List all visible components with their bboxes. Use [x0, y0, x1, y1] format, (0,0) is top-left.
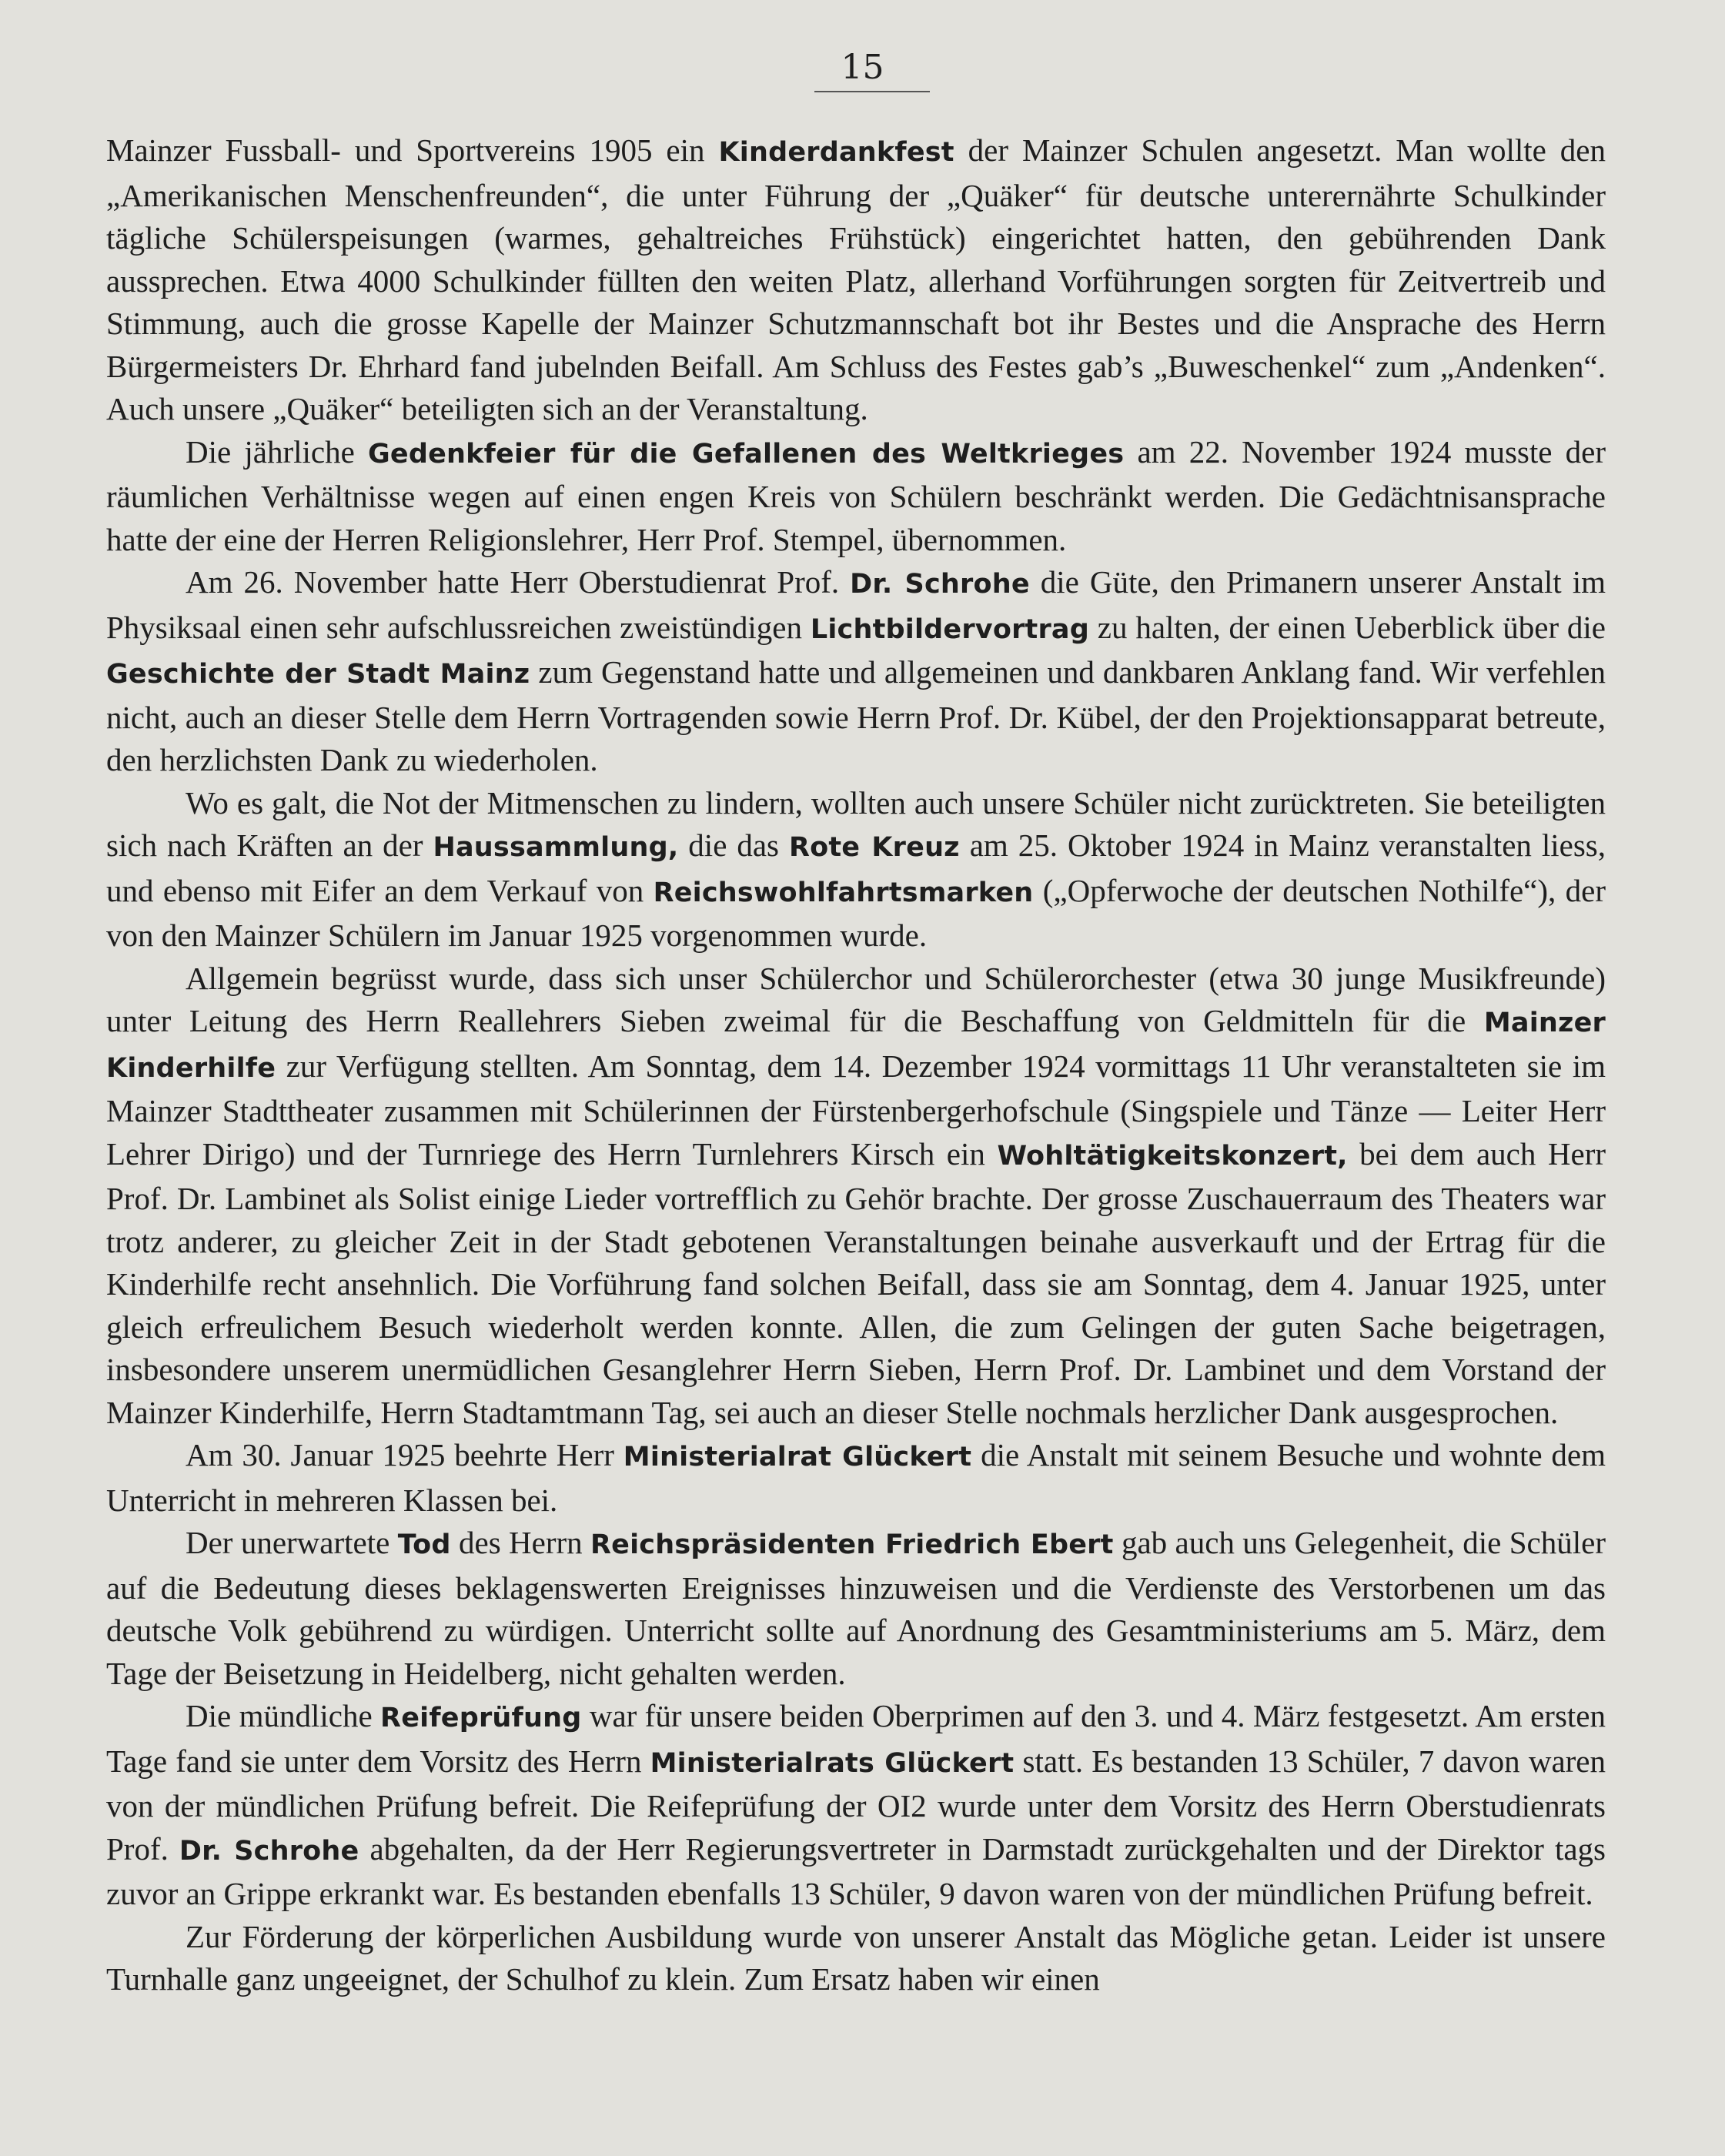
- paragraph-8: [106, 1695, 1606, 1916]
- body-text: [106, 129, 1606, 2001]
- emphasized-text: Geschichte der Stadt Mainz: [106, 659, 530, 690]
- emphasized-text: Dr. Schrohe: [850, 569, 1030, 600]
- text-run: des Herrn: [450, 1525, 590, 1560]
- page-number-rule: [814, 91, 930, 92]
- text-run: abgehalten, da der Herr Regierungsvertreter in Darmstadt zurückgehalten und der Direktor tags zuvor an Grippe erkrankt war. Es bestanden ebenfalls 13 Schüler, 9 davon waren von der mündlichen Prüfung befreit.: [106, 1830, 1606, 1911]
- emphasized-text: Reichspräsidenten Friedrich Ebert: [590, 1529, 1114, 1560]
- emphasized-text: Haussammlung,: [433, 832, 679, 863]
- text-run: Am 30. Januar 1925 beehrte Herr: [186, 1437, 623, 1472]
- text-run: am 25. Oktober 1924 in Mainz veranstalten liess, und ebenso mit Eifer an dem Verkauf von: [106, 827, 1606, 908]
- text-run: Wo es galt, die Not der Mitmenschen zu lindern, wollten auch unsere Schüler nicht zurücktreten. Sie beteiligten sich nach Kräften an der: [106, 784, 1606, 863]
- text-run: („Opferwoche der deutschen Nothilfe“), der von den Mainzer Schülern im Januar 1925 vorgenommen wurde.: [106, 872, 1606, 953]
- text-run: die Anstalt mit seinem Besuche und wohnte dem Unterricht in mehreren Klassen bei.: [106, 1437, 1606, 1518]
- text-run: Mainzer Fussball- und Sportvereins 1905 ein: [106, 132, 719, 168]
- text-run: die das: [678, 827, 789, 863]
- text-run: zu halten, der einen Ueberblick über die: [1089, 609, 1606, 645]
- emphasized-text: Reifeprüfung: [380, 1703, 582, 1733]
- text-run: zum Gegenstand hatte und allgemeinen und dankbaren Anklang fand. Wir verfehlen nicht, auch an dieser Stelle dem Herrn Vortragenden sowie Herrn Prof. Dr. Kübel, der den Projektionsapparat betreute, den herzlichsten Dank zu wiederholen.: [106, 654, 1606, 777]
- emphasized-text: Rote Kreuz: [788, 832, 960, 863]
- text-run: am 22. November 1924 musste der räumlichen Verhältnisse wegen auf einen engen Kreis von Schülern beschränkt werden. Die Gedächtnisansprache hatte der eine der Herren Religionslehrer, Herr Prof. Stempel, übernommen.: [106, 433, 1606, 557]
- emphasized-text: Dr. Schrohe: [179, 1835, 359, 1867]
- paragraph-6: [106, 1434, 1606, 1522]
- emphasized-text: Mainzer Kinderhilfe: [106, 1008, 1606, 1084]
- text-run: Die jährliche: [186, 433, 368, 470]
- paragraph-4: [106, 782, 1606, 958]
- text-run: zur Verfügung stellten. Am Sonntag, dem 14. Dezember 1924 vormittags 11 Uhr veranstalteten sie im Mainzer Stadttheater zusammen mit Schülerinnen der Fürstenbergerhofschule (Singspiele und Tänze — Leiter Herr Lehrer Dirigo) und der Turnriege des Herrn Turnlehrers Kirsch ein: [106, 1048, 1606, 1172]
- emphasized-text: Tod: [397, 1529, 451, 1560]
- text-run: Zur Förderung der körperlichen Ausbildung wurde von unserer Anstalt das Mögliche getan. Leider ist unsere Turnhalle ganz ungeeignet, der Schulhof zu klein. Zum Ersatz haben wir einen: [106, 1918, 1606, 1997]
- paragraph-5: [106, 958, 1606, 1435]
- emphasized-text: Ministerialrat Glückert: [623, 1442, 972, 1472]
- text-run: Allgemein begrüsst wurde, dass sich unser Schülerchor und Schülerorchester (etwa 30 junge Musikfreunde) unter Leitung des Herrn Reallehrers Sieben zweimal für die Beschaffung von Geldmitteln für die: [106, 960, 1606, 1038]
- emphasized-text: Lichtbildervortrag: [810, 613, 1089, 645]
- paragraph-7: [106, 1522, 1606, 1695]
- page-number: 15: [841, 48, 884, 87]
- emphasized-text: Wohltätigkeitskonzert,: [997, 1140, 1348, 1172]
- text-run: war für unsere beiden Oberprimen auf den 3. und 4. März festgesetzt. Am ersten Tage fand sie unter dem Vorsitz des Herrn: [106, 1698, 1606, 1779]
- paragraph-1: [106, 129, 1606, 431]
- paragraph-2: [106, 431, 1606, 562]
- paragraph-3: [106, 561, 1606, 782]
- paragraph-9: [106, 1916, 1606, 2001]
- emphasized-text: Ministerialrats Glückert: [650, 1747, 1015, 1779]
- text-run: die Güte, den Primanern unserer Anstalt im Physiksaal einen sehr aufschlussreichen zweistündigen: [106, 564, 1606, 645]
- emphasized-text: Reichswohlfahrtsmarken: [653, 877, 1034, 908]
- text-run: Die mündliche: [186, 1698, 381, 1733]
- text-run: der Mainzer Schulen angesetzt. Man wollte den „Amerikanischen Menschenfreunden“, die unter Führung der „Quäker“ für deutsche unterernährte Schulkinder tägliche Schülerspeisungen (warmes, gehaltreiches Frühstück) eingerichtet hatten, den gebührenden Dank aussprechen. Etwa 4000 Schulkinder füllten den weiten Platz, allerhand Vorführungen sorgten für Zeitvertreib und Stimmung, auch die grosse Kapelle der Mainzer Schutzmannschaft bot ihr Bestes und die Ansprache des Herrn Bürgermeisters Dr. Ehrhard fand jubelnden Beifall. Am Schluss des Festes gab’s „Buweschenkel“ zum „Andenken“. Auch unsere „Quäker“ beteiligten sich an der Veranstaltung.: [106, 132, 1606, 426]
- text-run: Am 26. November hatte Herr Oberstudienrat Prof.: [186, 564, 851, 600]
- text-run: bei dem auch Herr Prof. Dr. Lambinet als Solist einige Lieder vortrefflich zu Gehör brachte. Der grosse Zuschauerraum des Theaters war trotz anderer, zu gleicher Zeit in der Stadt gebotenen Veranstaltungen beinahe ausverkauft und der Ertrag für die Kinderhilfe recht ansehnlich. Die Vorführung fand solchen Beifall, dass sie am Sonntag, dem 4. Januar 1925, unter gleich erfreulichem Besuch wiederholt werden konnte. Allen, die zum Gelingen der guten Sache beigetragen, insbesondere unserem unermüdlichen Gesanglehrer Herrn Sieben, Herrn Prof. Dr. Lambinet und dem Vorstand der Mainzer Kinderhilfe, Herrn Stadtamtmann Tag, sei auch an dieser Stelle nochmals herzlicher Dank ausgesprochen.: [106, 1135, 1606, 1430]
- emphasized-text: Gedenkfeier für die Gefallenen des Weltkrieges: [367, 438, 1125, 470]
- text-run: gab auch uns Gelegenheit, die Schüler auf die Bedeutung dieses beklagenswerten Ereignisses hinzuweisen und die Verdienste des Verstorbenen um das deutsche Volk gebührend zu würdigen. Unterricht sollte auf Anordnung des Gesamtministeriums am 5. März, dem Tage der Beisetzung in Heidelberg, nicht gehalten werden.: [106, 1525, 1606, 1691]
- text-run: statt. Es bestanden 13 Schüler, 7 davon waren von der mündlichen Prüfung befreit. Die Reifeprüfung der OI2 wurde unter dem Vorsitz des Herrn Oberstudienrats Prof.: [106, 1743, 1606, 1867]
- emphasized-text: Kinderdankfest: [718, 137, 954, 168]
- text-run: Der unerwartete: [186, 1525, 398, 1560]
